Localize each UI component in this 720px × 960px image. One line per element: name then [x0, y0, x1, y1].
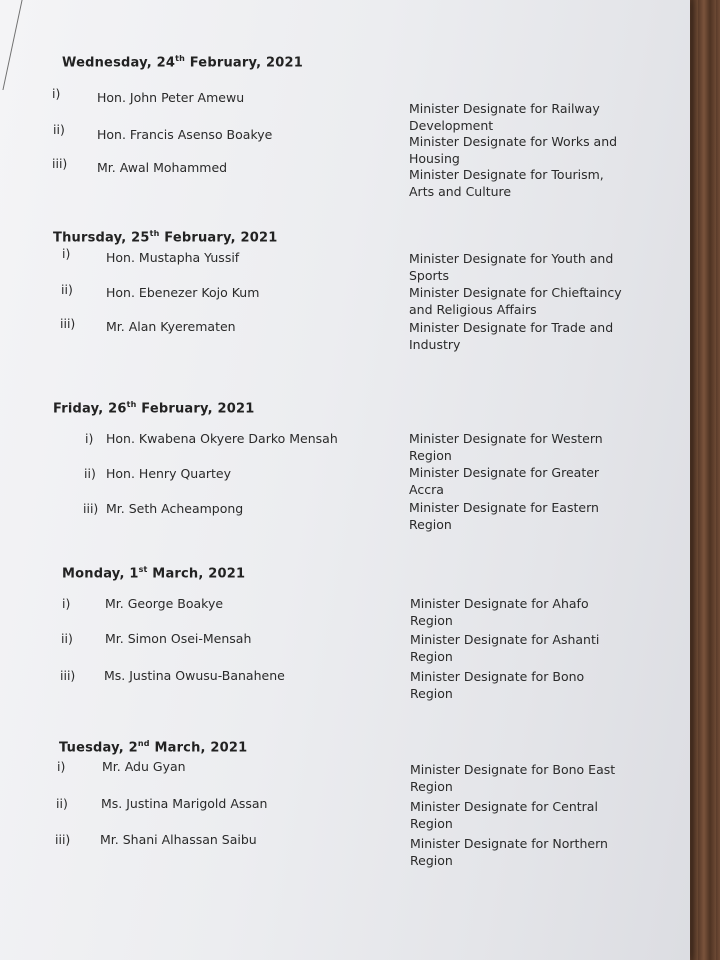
- item-number: ii): [61, 631, 73, 646]
- section-date: Monday, 1st March, 2021: [62, 565, 246, 582]
- item-number: ii): [56, 796, 68, 811]
- section-date: Tuesday, 2nd March, 2021: [59, 739, 248, 756]
- item-number: iii): [83, 501, 99, 516]
- nominee-name: Hon. Mustapha Yussif: [106, 250, 240, 265]
- nominee-name: Hon. Kwabena Okyere Darko Mensah: [106, 431, 338, 446]
- nominee-role: Minister Designate for Trade and Industry: [409, 320, 614, 352]
- item-number: i): [57, 759, 66, 774]
- nominee-role: Minister Designate for Bono Region: [410, 669, 585, 701]
- nominee-name: Hon. John Peter Amewu: [97, 90, 245, 105]
- nominee-name: Hon. Ebenezer Kojo Kum: [106, 285, 260, 300]
- item-number: iii): [60, 668, 76, 683]
- item-number: iii): [52, 156, 68, 171]
- section-date: Thursday, 25th February, 2021: [53, 229, 278, 246]
- nominee-role: Minister Designate for Northern Region: [410, 836, 608, 868]
- section-date: Friday, 26th February, 2021: [53, 400, 255, 417]
- nominee-role: Minister Designate for Works and Housing: [409, 134, 618, 166]
- nominee-role: Minister Designate for Youth and Sports: [409, 251, 614, 283]
- item-number: i): [85, 431, 94, 446]
- item-number: ii): [84, 466, 96, 481]
- nominee-name: Hon. Henry Quartey: [106, 466, 231, 481]
- nominee-name: Mr. Shani Alhassan Saibu: [100, 832, 257, 847]
- nominee-role: Minister Designate for Tourism, Arts and Culture: [409, 167, 604, 199]
- item-number: i): [62, 246, 71, 261]
- nominee-name: Mr. Awal Mohammed: [97, 160, 228, 175]
- nominee-name: Mr. George Boakye: [105, 596, 224, 611]
- nominee-role: Minister Designate for Western Region: [409, 431, 603, 463]
- nominee-name: Ms. Justina Marigold Assan: [101, 796, 268, 811]
- nominee-role: Minister Designate for Chieftaincy and Religious Affairs: [409, 285, 622, 317]
- nominee-name: Ms. Justina Owusu-Banahene: [104, 668, 285, 683]
- item-number: iii): [60, 316, 76, 331]
- nominee-name: Mr. Seth Acheampong: [106, 501, 244, 516]
- nominee-role: Minister Designate for Ahafo Region: [410, 596, 589, 628]
- item-number: iii): [55, 832, 71, 847]
- nominee-role: Minister Designate for Central Region: [410, 799, 598, 831]
- nominee-name: Mr. Adu Gyan: [102, 759, 186, 774]
- section-date: Wednesday, 24th February, 2021: [62, 54, 303, 71]
- nominee-role: Minister Designate for Bono East Region: [410, 762, 616, 794]
- nominee-name: Mr. Simon Osei-Mensah: [105, 631, 252, 646]
- item-number: ii): [61, 282, 73, 297]
- item-number: i): [62, 596, 71, 611]
- nominee-role: Minister Designate for Greater Accra: [409, 465, 600, 497]
- item-number: ii): [53, 122, 65, 137]
- nominee-name: Hon. Francis Asenso Boakye: [97, 127, 273, 142]
- item-number: i): [52, 86, 61, 101]
- nominee-role: Minister Designate for Railway Development: [409, 101, 600, 133]
- nominee-name: Mr. Alan Kyerematen: [106, 319, 236, 334]
- paper-fold-line: [2, 0, 52, 90]
- nominee-role: Minister Designate for Ashanti Region: [410, 632, 600, 664]
- nominee-role: Minister Designate for Eastern Region: [409, 500, 599, 532]
